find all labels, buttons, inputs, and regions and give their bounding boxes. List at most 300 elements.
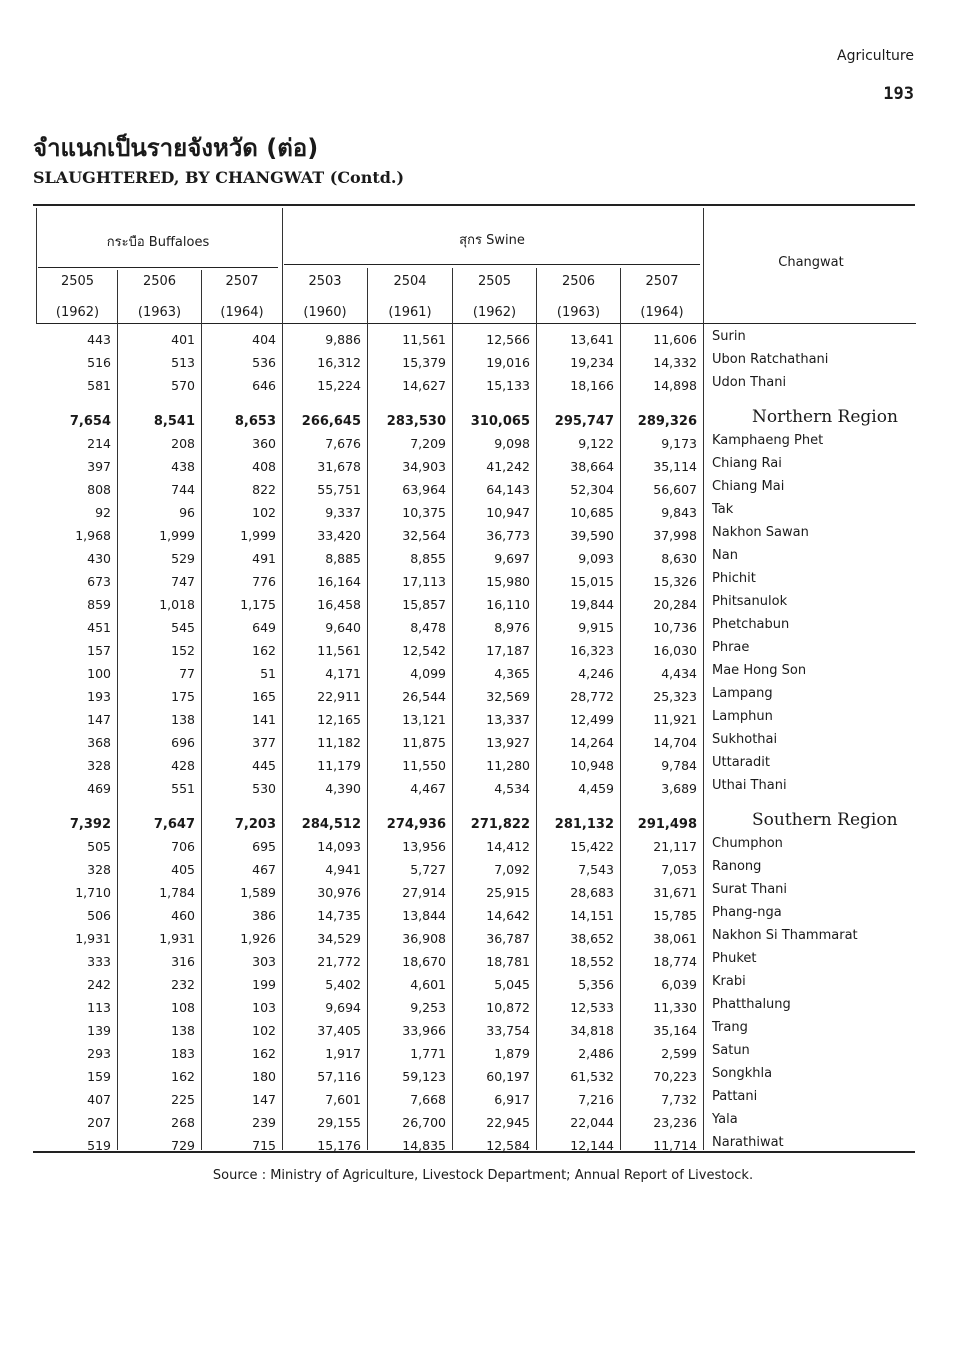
- changwat-name: Phichit: [712, 571, 756, 586]
- year-ce-header: (1962): [55, 305, 100, 320]
- buffaloes-group-rule: [38, 267, 278, 268]
- table-cell: 7,209: [410, 436, 446, 451]
- table-cell: 19,844: [570, 597, 614, 612]
- table-cell: 10,736: [653, 620, 697, 635]
- table-cell: 41,242: [486, 459, 530, 474]
- changwat-name: Yala: [712, 1112, 738, 1127]
- table-cell: 9,886: [325, 332, 361, 347]
- table-cell: 9,122: [578, 436, 614, 451]
- table-cell: 9,337: [325, 505, 361, 520]
- table-cell: 281,132: [554, 817, 614, 832]
- table-cell: 268: [171, 1115, 195, 1130]
- table-cell: 12,566: [486, 332, 530, 347]
- table-cell: 175: [171, 689, 195, 704]
- changwat-name: Songkhla: [712, 1066, 773, 1081]
- table-cell: 26,544: [402, 689, 446, 704]
- table-cell: 108: [171, 1000, 195, 1015]
- table-cell: 113: [87, 1000, 111, 1015]
- table-cell: 193: [87, 689, 111, 704]
- table-cell: 21,772: [317, 954, 361, 969]
- changwat-name: Ranong: [712, 859, 762, 874]
- table-cell: 8,541: [153, 414, 195, 429]
- table-cell: 13,927: [486, 735, 530, 750]
- table-cell: 9,093: [578, 551, 614, 566]
- table-cell: 60,197: [486, 1069, 530, 1084]
- table-cell: 333: [87, 954, 111, 969]
- table-cell: 1,771: [410, 1046, 446, 1061]
- table-cell: 64,143: [486, 482, 530, 497]
- table-cell: 14,093: [317, 839, 361, 854]
- table-cell: 15,980: [486, 574, 530, 589]
- table-cell: 293: [87, 1046, 111, 1061]
- table-cell: 5,356: [578, 977, 614, 992]
- table-cell: 397: [87, 459, 111, 474]
- year-ce-header: (1963): [556, 305, 601, 320]
- table-cell: 63,964: [402, 482, 446, 497]
- table-cell: 4,467: [410, 781, 446, 796]
- changwat-name: Chumphon: [712, 836, 783, 851]
- table-cell: 360: [252, 436, 276, 451]
- table-cell: 266,645: [301, 414, 361, 429]
- table-cell: 25,915: [486, 885, 530, 900]
- table-cell: 232: [171, 977, 195, 992]
- table-cell: 92: [95, 505, 111, 520]
- table-cell: 513: [171, 355, 195, 370]
- table-cell: 7,392: [69, 817, 111, 832]
- section-label: Agriculture: [837, 48, 914, 64]
- table-cell: 4,459: [578, 781, 614, 796]
- table-cell: 9,784: [661, 758, 697, 773]
- changwat-name: Uttaradit: [712, 755, 770, 770]
- table-cell: 316: [171, 954, 195, 969]
- table-cell: 14,332: [653, 355, 697, 370]
- year-ce-header: (1963): [137, 305, 182, 320]
- table-cell: 859: [87, 597, 111, 612]
- table-cell: 159: [87, 1069, 111, 1084]
- changwat-name: Sukhothai: [712, 732, 778, 747]
- table-cell: 706: [171, 839, 195, 854]
- table-cell: 162: [171, 1069, 195, 1084]
- table-cell: 17,187: [486, 643, 530, 658]
- table-cell: 1,879: [494, 1046, 530, 1061]
- table-cell: 10,947: [486, 505, 530, 520]
- table-cell: 9,915: [578, 620, 614, 635]
- table-cell: 11,280: [486, 758, 530, 773]
- table-cell: 18,166: [570, 378, 614, 393]
- table-cell: 328: [87, 758, 111, 773]
- table-top-rule: [33, 204, 915, 206]
- year-ce-header: (1964): [220, 305, 264, 320]
- table-cell: 14,264: [570, 735, 614, 750]
- table-cell: 445: [252, 758, 276, 773]
- table-cell: 303: [252, 954, 276, 969]
- changwat-name: Phuket: [712, 951, 757, 966]
- changwat-name: Phatthalung: [712, 997, 791, 1012]
- table-cell: 12,533: [570, 1000, 614, 1015]
- table-cell: 25,323: [653, 689, 697, 704]
- table-cell: 4,365: [494, 666, 530, 681]
- table-cell: 199: [252, 977, 276, 992]
- table-cell: 428: [171, 758, 195, 773]
- table-cell: 139: [87, 1023, 111, 1038]
- table-cell: 10,685: [570, 505, 614, 520]
- table-cell: 32,569: [486, 689, 530, 704]
- table-cell: 7,732: [661, 1092, 697, 1107]
- vline-4: [367, 268, 368, 1150]
- table-cell: 11,875: [402, 735, 446, 750]
- table-cell: 551: [171, 781, 195, 796]
- year-ce-header: (1961): [388, 305, 432, 320]
- vline-6: [536, 268, 537, 1150]
- table-cell: 4,601: [410, 977, 446, 992]
- table-cell: 808: [87, 482, 111, 497]
- table-cell: 13,121: [402, 712, 446, 727]
- table-cell: 15,857: [402, 597, 446, 612]
- table-cell: 4,941: [325, 862, 361, 877]
- table-cell: 715: [252, 1138, 276, 1153]
- table-cell: 23,236: [653, 1115, 697, 1130]
- table-cell: 15,326: [653, 574, 697, 589]
- table-cell: 35,114: [653, 459, 697, 474]
- table-cell: 407: [87, 1092, 111, 1107]
- changwat-name: Nakhon Si Thammarat: [712, 928, 858, 943]
- table-cell: 1,018: [159, 597, 195, 612]
- table-cell: 77: [179, 666, 195, 681]
- table-cell: 11,714: [653, 1138, 697, 1153]
- table-cell: 27,914: [402, 885, 446, 900]
- table-cell: 29,155: [317, 1115, 361, 1130]
- table-cell: 20,284: [653, 597, 697, 612]
- table-cell: 822: [252, 482, 276, 497]
- table-cell: 14,735: [317, 908, 361, 923]
- table-cell: 26,700: [402, 1115, 446, 1130]
- table-cell: 744: [171, 482, 195, 497]
- table-cell: 15,224: [317, 378, 361, 393]
- table-cell: 18,774: [653, 954, 697, 969]
- table-cell: 96: [179, 505, 195, 520]
- table-cell: 4,099: [410, 666, 446, 681]
- table-cell: 1,917: [325, 1046, 361, 1061]
- changwat-name: Surin: [712, 329, 746, 344]
- table-cell: 51: [260, 666, 276, 681]
- table-cell: 11,330: [653, 1000, 697, 1015]
- table-cell: 152: [171, 643, 195, 658]
- table-cell: 15,422: [570, 839, 614, 854]
- table-cell: 11,182: [317, 735, 361, 750]
- table-cell: 225: [171, 1092, 195, 1107]
- table-cell: 214: [87, 436, 111, 451]
- table-cell: 38,652: [570, 931, 614, 946]
- table-cell: 14,898: [653, 378, 697, 393]
- header-bottom-rule: [36, 323, 916, 324]
- table-cell: 28,683: [570, 885, 614, 900]
- table-cell: 1,999: [240, 528, 276, 543]
- table-cell: 33,420: [317, 528, 361, 543]
- table-cell: 295,747: [554, 414, 614, 429]
- table-cell: 10,375: [402, 505, 446, 520]
- vline-5: [452, 268, 453, 1150]
- table-cell: 61,532: [570, 1069, 614, 1084]
- table-cell: 36,773: [486, 528, 530, 543]
- title-thai: จำแนกเป็นรายจังหวัด (ต่อ): [33, 134, 319, 162]
- table-cell: 328: [87, 862, 111, 877]
- table-cell: 6,039: [661, 977, 697, 992]
- table-cell: 19,016: [486, 355, 530, 370]
- table-cell: 15,176: [317, 1138, 361, 1153]
- table-cell: 34,529: [317, 931, 361, 946]
- changwat-name: Uthai Thani: [712, 778, 787, 793]
- changwat-name: Lampang: [712, 686, 773, 701]
- changwat-name: Surat Thani: [712, 882, 788, 897]
- table-cell: 438: [171, 459, 195, 474]
- table-cell: 8,855: [410, 551, 446, 566]
- changwat-name: Trang: [712, 1020, 748, 1035]
- table-cell: 15,133: [486, 378, 530, 393]
- changwat-name: Nakhon Sawan: [712, 525, 809, 540]
- table-cell: 1,931: [159, 931, 195, 946]
- table-cell: 22,945: [486, 1115, 530, 1130]
- page-number: 193: [883, 84, 914, 104]
- table-cell: 36,908: [402, 931, 446, 946]
- table-cell: 5,045: [494, 977, 530, 992]
- table-cell: 14,704: [653, 735, 697, 750]
- table-cell: 59,123: [402, 1069, 446, 1084]
- table-cell: 7,601: [325, 1092, 361, 1107]
- table-cell: 12,499: [570, 712, 614, 727]
- table-cell: 17,113: [402, 574, 446, 589]
- vline-8: [703, 208, 704, 1150]
- table-cell: 13,641: [570, 332, 614, 347]
- table-cell: 14,627: [402, 378, 446, 393]
- table-cell: 284,512: [301, 817, 361, 832]
- table-cell: 33,966: [402, 1023, 446, 1038]
- table-cell: 208: [171, 436, 195, 451]
- table-cell: 467: [252, 862, 276, 877]
- table-cell: 2,599: [661, 1046, 697, 1061]
- table-cell: 147: [252, 1092, 276, 1107]
- changwat-name: Phetchabun: [712, 617, 790, 632]
- table-cell: 649: [252, 620, 276, 635]
- table-cell: 18,781: [486, 954, 530, 969]
- table-cell: 11,179: [317, 758, 361, 773]
- table-cell: 162: [252, 1046, 276, 1061]
- table-cell: 7,676: [325, 436, 361, 451]
- table-cell: 7,216: [578, 1092, 614, 1107]
- changwat-name: Phang-nga: [712, 905, 782, 920]
- table-cell: 1,926: [240, 931, 276, 946]
- table-cell: 15,379: [402, 355, 446, 370]
- changwat-name: Nan: [712, 548, 738, 563]
- table-cell: 1,784: [159, 885, 195, 900]
- table-cell: 271,822: [470, 817, 530, 832]
- table-cell: 4,434: [661, 666, 697, 681]
- table-cell: 34,818: [570, 1023, 614, 1038]
- table-cell: 162: [252, 643, 276, 658]
- table-cell: 32,564: [402, 528, 446, 543]
- table-cell: 12,144: [570, 1138, 614, 1153]
- table-cell: 7,647: [153, 817, 195, 832]
- table-cell: 776: [252, 574, 276, 589]
- table-cell: 9,173: [661, 436, 697, 451]
- table-cell: 33,754: [486, 1023, 530, 1038]
- changwat-name: Kamphaeng Phet: [712, 433, 824, 448]
- table-cell: 4,534: [494, 781, 530, 796]
- table-cell: 12,584: [486, 1138, 530, 1153]
- year-be-header: 2507: [645, 274, 679, 289]
- table-cell: 207: [87, 1115, 111, 1130]
- table-cell: 38,061: [653, 931, 697, 946]
- table-cell: 11,561: [402, 332, 446, 347]
- changwat-name: Udon Thani: [712, 375, 787, 390]
- table-cell: 404: [252, 332, 276, 347]
- table-cell: 183: [171, 1046, 195, 1061]
- table-cell: 30,976: [317, 885, 361, 900]
- table-cell: 729: [171, 1138, 195, 1153]
- year-be-header: 2507: [225, 274, 259, 289]
- table-cell: 5,727: [410, 862, 446, 877]
- table-cell: 10,872: [486, 1000, 530, 1015]
- table-cell: 1,999: [159, 528, 195, 543]
- year-be-header: 2504: [393, 274, 427, 289]
- table-cell: 18,670: [402, 954, 446, 969]
- table-cell: 696: [171, 735, 195, 750]
- table-cell: 103: [252, 1000, 276, 1015]
- table-cell: 11,606: [653, 332, 697, 347]
- changwat-name: Ubon Ratchathani: [712, 352, 829, 367]
- table-cell: 100: [87, 666, 111, 681]
- table-cell: 7,668: [410, 1092, 446, 1107]
- table-cell: 430: [87, 551, 111, 566]
- table-cell: 401: [171, 332, 195, 347]
- table-cell: 491: [252, 551, 276, 566]
- table-cell: 460: [171, 908, 195, 923]
- table-cell: 7,092: [494, 862, 530, 877]
- table-cell: 7,053: [661, 862, 697, 877]
- changwat-name: Tak: [712, 502, 734, 517]
- table-cell: 581: [87, 378, 111, 393]
- table-cell: 1,589: [240, 885, 276, 900]
- table-cell: 4,390: [325, 781, 361, 796]
- table-cell: 2,486: [578, 1046, 614, 1061]
- table-cell: 35,164: [653, 1023, 697, 1038]
- table-cell: 18,552: [570, 954, 614, 969]
- vline-2: [201, 270, 202, 1150]
- header-changwat: Changwat: [778, 255, 844, 270]
- table-cell: 377: [252, 735, 276, 750]
- year-ce-header: (1964): [640, 305, 684, 320]
- header-swine: สุกร Swine: [459, 233, 525, 248]
- year-be-header: 2505: [60, 274, 95, 289]
- table-cell: 138: [171, 712, 195, 727]
- changwat-name: Phrae: [712, 640, 750, 655]
- table-cell: 16,164: [317, 574, 361, 589]
- table-cell: 9,694: [325, 1000, 361, 1015]
- table-cell: 505: [87, 839, 111, 854]
- table-cell: 180: [252, 1069, 276, 1084]
- table-cell: 529: [171, 551, 195, 566]
- table-cell: 291,498: [637, 817, 697, 832]
- table-cell: 9,843: [661, 505, 697, 520]
- changwat-name: Krabi: [712, 974, 746, 989]
- table-cell: 31,671: [653, 885, 697, 900]
- table-cell: 14,642: [486, 908, 530, 923]
- table-cell: 102: [252, 505, 276, 520]
- table-cell: 4,171: [325, 666, 361, 681]
- table-cell: 239: [252, 1115, 276, 1130]
- table-cell: 695: [252, 839, 276, 854]
- table-cell: 16,030: [653, 643, 697, 658]
- table-cell: 7,203: [234, 817, 276, 832]
- table-cell: 22,044: [570, 1115, 614, 1130]
- table-cell: 14,412: [486, 839, 530, 854]
- table-cell: 11,550: [402, 758, 446, 773]
- table-cell: 14,151: [570, 908, 614, 923]
- source-note: Source : Ministry of Agriculture, Livestock Department; Annual Report of Livestock.: [212, 1168, 754, 1183]
- changwat-name: Satun: [712, 1043, 750, 1058]
- changwat-name: Pattani: [712, 1089, 758, 1104]
- table-cell: 10,948: [570, 758, 614, 773]
- table-cell: 7,543: [578, 862, 614, 877]
- table-cell: 56,607: [653, 482, 697, 497]
- table-cell: 13,956: [402, 839, 446, 854]
- table-cell: 516: [87, 355, 111, 370]
- table-cell: 310,065: [470, 414, 530, 429]
- table-cell: 16,312: [317, 355, 361, 370]
- region-name: Northern Region: [752, 407, 898, 427]
- table-cell: 673: [87, 574, 111, 589]
- header-buffaloes: กระบือ Buffaloes: [106, 235, 210, 250]
- table-cell: 57,116: [317, 1069, 361, 1084]
- table-cell: 28,772: [570, 689, 614, 704]
- table-cell: 102: [252, 1023, 276, 1038]
- table-cell: 274,936: [386, 817, 446, 832]
- table-cell: 5,402: [325, 977, 361, 992]
- table-cell: 536: [252, 355, 276, 370]
- table-cell: 405: [171, 862, 195, 877]
- table-cell: 31,678: [317, 459, 361, 474]
- table-cell: 38,664: [570, 459, 614, 474]
- table-cell: 386: [252, 908, 276, 923]
- changwat-name: Mae Hong Son: [712, 663, 807, 678]
- year-ce-header: (1962): [472, 305, 517, 320]
- table-cell: 747: [171, 574, 195, 589]
- changwat-name: Narathiwat: [712, 1135, 784, 1150]
- changwat-name: Phitsanulok: [712, 594, 788, 609]
- swine-group-rule: [284, 264, 700, 265]
- region-name: Southern Region: [752, 810, 898, 830]
- table-cell: 7,654: [69, 414, 111, 429]
- table-cell: 11,921: [653, 712, 697, 727]
- vline-left: [36, 208, 37, 324]
- table-cell: 165: [252, 689, 276, 704]
- vline-7: [620, 268, 621, 1150]
- table-cell: 36,787: [486, 931, 530, 946]
- changwat-name: Lamphun: [712, 709, 773, 724]
- table-cell: 469: [87, 781, 111, 796]
- table-cell: 22,911: [317, 689, 361, 704]
- table-cell: 289,326: [637, 414, 697, 429]
- table-cell: 530: [252, 781, 276, 796]
- year-be-header: 2506: [561, 274, 596, 289]
- table-cell: 570: [171, 378, 195, 393]
- changwat-name: Chiang Mai: [712, 479, 785, 494]
- table-cell: 13,844: [402, 908, 446, 923]
- table-cell: 545: [171, 620, 195, 635]
- table-cell: 11,561: [317, 643, 361, 658]
- table-cell: 8,478: [410, 620, 446, 635]
- table-cell: 6,917: [494, 1092, 530, 1107]
- table-cell: 70,223: [653, 1069, 697, 1084]
